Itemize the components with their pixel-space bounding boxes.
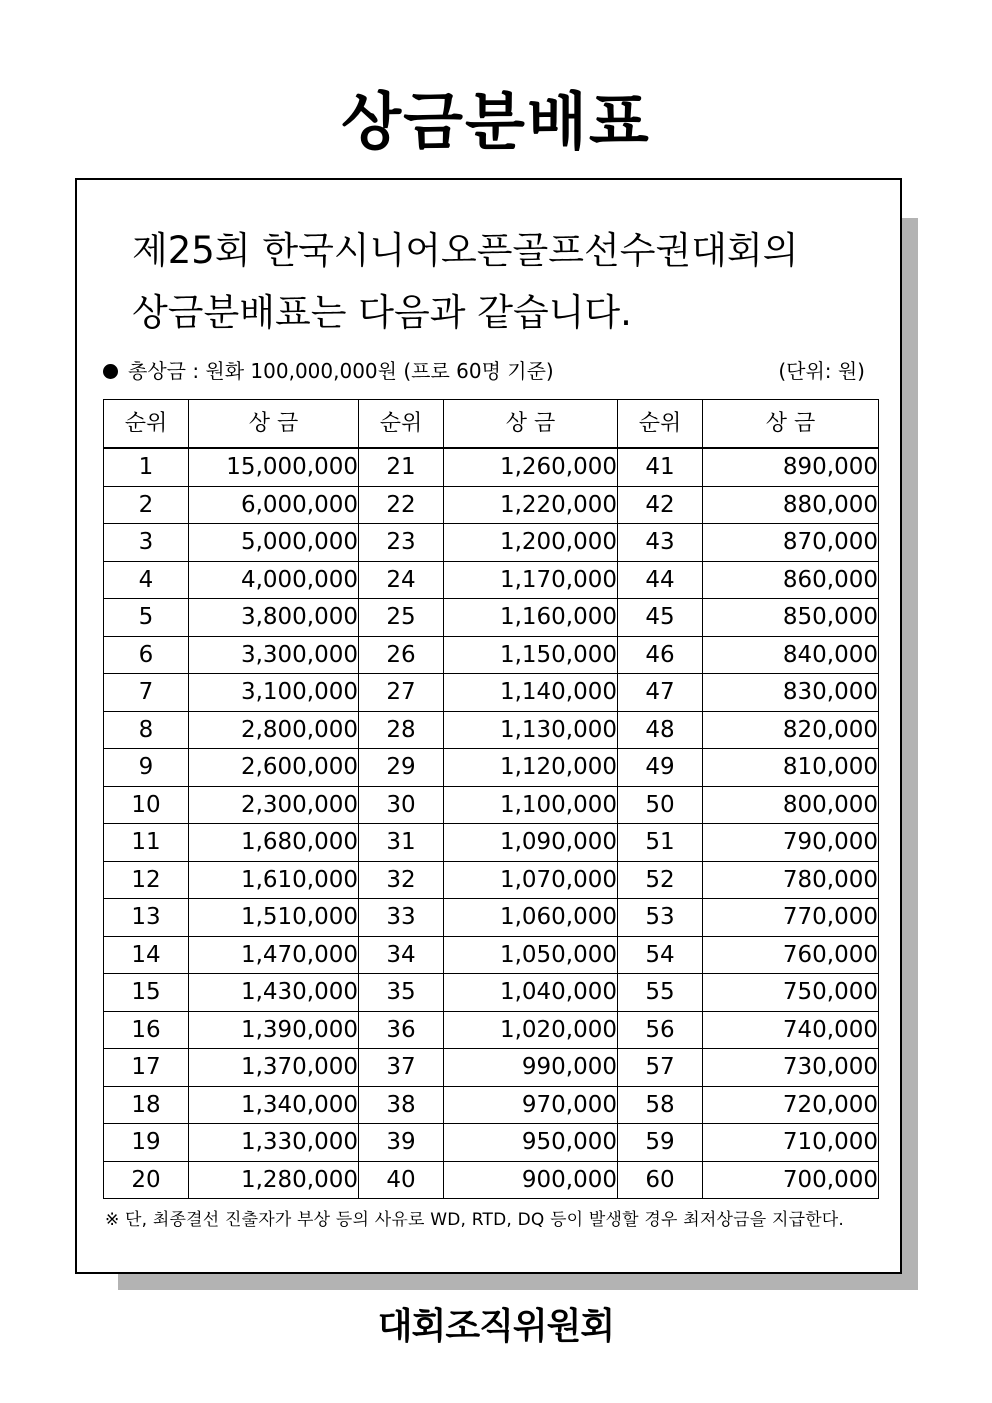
- table-body: [104, 448, 879, 1199]
- rank-cell: 58: [618, 1086, 703, 1124]
- rank-cell: 36: [359, 1011, 444, 1049]
- prize-cell: 1,140,000: [444, 674, 618, 712]
- total-prize-line: [103, 356, 865, 386]
- rank-cell: 52: [618, 861, 703, 899]
- prize-cell: 1,130,000: [444, 711, 618, 749]
- rank-cell: 22: [359, 486, 444, 524]
- prize-cell: 1,330,000: [189, 1124, 359, 1162]
- prize-cell: 970,000: [444, 1086, 618, 1124]
- rank-cell: 8: [104, 711, 189, 749]
- prize-cell: 1,170,000: [444, 561, 618, 599]
- rank-cell: 60: [618, 1161, 703, 1199]
- rank-cell: 11: [104, 824, 189, 862]
- table-row: [104, 636, 879, 674]
- rank-cell: 16: [104, 1011, 189, 1049]
- rank-cell: 56: [618, 1011, 703, 1049]
- rank-cell: 29: [359, 749, 444, 787]
- rank-cell: 3: [104, 524, 189, 562]
- rank-cell: 41: [618, 448, 703, 486]
- prize-cell: 860,000: [703, 561, 879, 599]
- prize-cell: 3,100,000: [189, 674, 359, 712]
- prize-cell: 1,060,000: [444, 899, 618, 937]
- prize-cell: 1,510,000: [189, 899, 359, 937]
- prize-cell: 1,430,000: [189, 974, 359, 1012]
- prize-header: 상 금: [703, 400, 879, 449]
- rank-cell: 9: [104, 749, 189, 787]
- rank-cell: 46: [618, 636, 703, 674]
- prize-frame: [75, 178, 902, 1274]
- prize-cell: 1,100,000: [444, 786, 618, 824]
- rank-header: 순위: [618, 400, 703, 449]
- prize-cell: 790,000: [703, 824, 879, 862]
- prize-cell: 810,000: [703, 749, 879, 787]
- prize-cell: 770,000: [703, 899, 879, 937]
- rank-cell: 51: [618, 824, 703, 862]
- rank-cell: 25: [359, 599, 444, 637]
- rank-cell: 18: [104, 1086, 189, 1124]
- prize-cell: 1,390,000: [189, 1011, 359, 1049]
- rank-cell: 15: [104, 974, 189, 1012]
- table-row: [104, 1124, 879, 1162]
- table-row: [104, 749, 879, 787]
- total-prize-text: 총상금 : 원화 100,000,000원 (프로 60명 기준): [128, 359, 554, 383]
- rank-cell: 50: [618, 786, 703, 824]
- rank-header: 순위: [359, 400, 444, 449]
- prize-cell: 1,020,000: [444, 1011, 618, 1049]
- prize-cell: 3,300,000: [189, 636, 359, 674]
- table-row: [104, 674, 879, 712]
- prize-cell: 900,000: [444, 1161, 618, 1199]
- rank-cell: 10: [104, 786, 189, 824]
- table-row: [104, 861, 879, 899]
- rank-header: 순위: [104, 400, 189, 449]
- prize-cell: 760,000: [703, 936, 879, 974]
- rank-cell: 45: [618, 599, 703, 637]
- rank-cell: 40: [359, 1161, 444, 1199]
- table-row: [104, 824, 879, 862]
- prize-cell: 1,340,000: [189, 1086, 359, 1124]
- prize-cell: 1,200,000: [444, 524, 618, 562]
- rank-cell: 48: [618, 711, 703, 749]
- table-row: [104, 1011, 879, 1049]
- rank-cell: 13: [104, 899, 189, 937]
- prize-cell: 820,000: [703, 711, 879, 749]
- prize-cell: 710,000: [703, 1124, 879, 1162]
- intro-line-2: 상금분배표는 다음과 같습니다.: [132, 291, 632, 334]
- prize-cell: 740,000: [703, 1011, 879, 1049]
- prize-cell: 850,000: [703, 599, 879, 637]
- table-row: [104, 1161, 879, 1199]
- prize-cell: 3,800,000: [189, 599, 359, 637]
- rank-cell: 4: [104, 561, 189, 599]
- rank-cell: 6: [104, 636, 189, 674]
- rank-cell: 49: [618, 749, 703, 787]
- table-row: [104, 448, 879, 486]
- prize-cell: 5,000,000: [189, 524, 359, 562]
- table-row: [104, 599, 879, 637]
- rank-cell: 38: [359, 1086, 444, 1124]
- organizer-name: 대회조직위원회: [377, 1306, 615, 1347]
- table-row: [104, 561, 879, 599]
- prize-header: 상 금: [189, 400, 359, 449]
- rank-cell: 53: [618, 899, 703, 937]
- rank-cell: 32: [359, 861, 444, 899]
- rank-cell: 39: [359, 1124, 444, 1162]
- prize-cell: 6,000,000: [189, 486, 359, 524]
- prize-cell: 800,000: [703, 786, 879, 824]
- prize-cell: 1,610,000: [189, 861, 359, 899]
- rank-cell: 26: [359, 636, 444, 674]
- prize-cell: 2,600,000: [189, 749, 359, 787]
- page-title: 상금분배표: [341, 85, 651, 158]
- table-row: [104, 1086, 879, 1124]
- table-row: [104, 524, 879, 562]
- table-row: [104, 711, 879, 749]
- rank-cell: 55: [618, 974, 703, 1012]
- rank-cell: 20: [104, 1161, 189, 1199]
- intro-line-1: 제25회 한국시니어오픈골프선수권대회의: [132, 229, 799, 272]
- prize-table: [103, 399, 879, 1199]
- prize-cell: 890,000: [703, 448, 879, 486]
- table-row: [104, 786, 879, 824]
- rank-cell: 47: [618, 674, 703, 712]
- prize-cell: 2,300,000: [189, 786, 359, 824]
- bullet-icon: [103, 364, 118, 379]
- prize-cell: 700,000: [703, 1161, 879, 1199]
- rank-cell: 28: [359, 711, 444, 749]
- rank-cell: 34: [359, 936, 444, 974]
- rank-cell: 59: [618, 1124, 703, 1162]
- prize-cell: 950,000: [444, 1124, 618, 1162]
- rank-cell: 23: [359, 524, 444, 562]
- rank-cell: 33: [359, 899, 444, 937]
- table-row: [104, 899, 879, 937]
- table-row: [104, 486, 879, 524]
- rank-cell: 19: [104, 1124, 189, 1162]
- prize-cell: 1,120,000: [444, 749, 618, 787]
- table-row: [104, 974, 879, 1012]
- rank-cell: 24: [359, 561, 444, 599]
- prize-cell: 15,000,000: [189, 448, 359, 486]
- prize-cell: 840,000: [703, 636, 879, 674]
- prize-cell: 1,150,000: [444, 636, 618, 674]
- rank-cell: 35: [359, 974, 444, 1012]
- prize-cell: 990,000: [444, 1049, 618, 1087]
- rank-cell: 5: [104, 599, 189, 637]
- prize-cell: 1,090,000: [444, 824, 618, 862]
- rank-cell: 30: [359, 786, 444, 824]
- prize-cell: 1,040,000: [444, 974, 618, 1012]
- rank-cell: 54: [618, 936, 703, 974]
- prize-cell: 830,000: [703, 674, 879, 712]
- rank-cell: 44: [618, 561, 703, 599]
- prize-cell: 1,260,000: [444, 448, 618, 486]
- prize-header: 상 금: [444, 400, 618, 449]
- footnote: ※ 단, 최종결선 진출자가 부상 등의 사유로 WD, RTD, DQ 등이 발생할 경우 최저상금을 지급한다.: [105, 1210, 845, 1230]
- rank-cell: 37: [359, 1049, 444, 1087]
- prize-cell: 720,000: [703, 1086, 879, 1124]
- rank-cell: 2: [104, 486, 189, 524]
- prize-cell: 1,220,000: [444, 486, 618, 524]
- prize-cell: 1,070,000: [444, 861, 618, 899]
- rank-cell: 14: [104, 936, 189, 974]
- rank-cell: 27: [359, 674, 444, 712]
- rank-cell: 12: [104, 861, 189, 899]
- table-row: [104, 936, 879, 974]
- prize-cell: 4,000,000: [189, 561, 359, 599]
- prize-cell: 1,680,000: [189, 824, 359, 862]
- prize-cell: 880,000: [703, 486, 879, 524]
- rank-cell: 1: [104, 448, 189, 486]
- prize-cell: 1,370,000: [189, 1049, 359, 1087]
- prize-cell: 870,000: [703, 524, 879, 562]
- prize-cell: 1,280,000: [189, 1161, 359, 1199]
- prize-cell: 750,000: [703, 974, 879, 1012]
- unit-label: (단위: 원): [778, 359, 865, 383]
- rank-cell: 43: [618, 524, 703, 562]
- rank-cell: 57: [618, 1049, 703, 1087]
- intro-text: [132, 220, 872, 344]
- prize-cell: 780,000: [703, 861, 879, 899]
- rank-cell: 31: [359, 824, 444, 862]
- rank-cell: 21: [359, 448, 444, 486]
- table-row: [104, 1049, 879, 1087]
- rank-cell: 17: [104, 1049, 189, 1087]
- table-header-row: [104, 400, 879, 449]
- rank-cell: 42: [618, 486, 703, 524]
- prize-cell: 1,050,000: [444, 936, 618, 974]
- prize-cell: 2,800,000: [189, 711, 359, 749]
- prize-cell: 1,160,000: [444, 599, 618, 637]
- rank-cell: 7: [104, 674, 189, 712]
- prize-cell: 730,000: [703, 1049, 879, 1087]
- prize-cell: 1,470,000: [189, 936, 359, 974]
